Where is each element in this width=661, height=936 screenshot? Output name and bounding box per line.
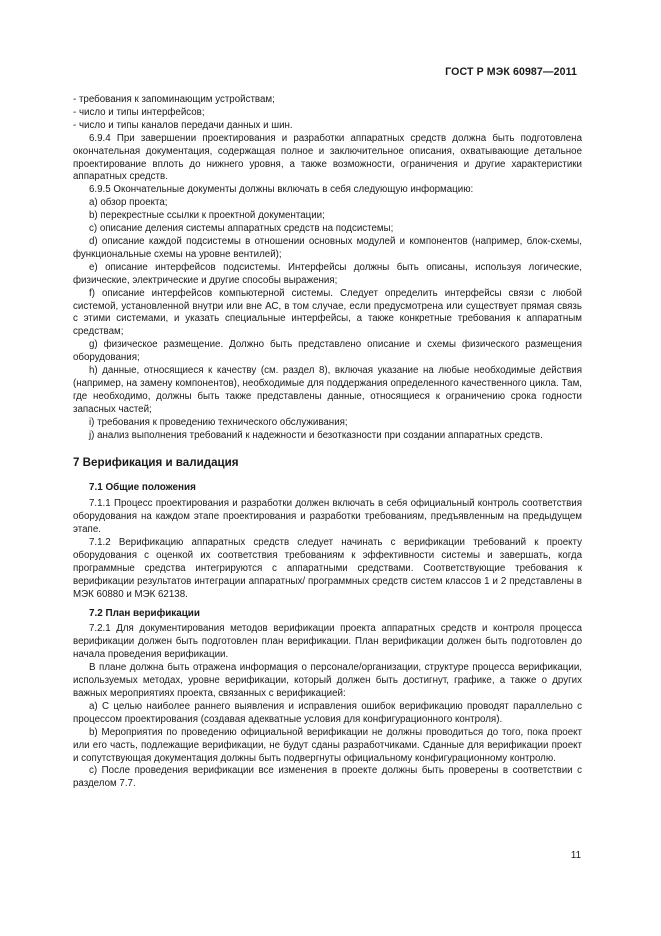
body-paragraph: b) Мероприятия по проведению официальной верификации не должны проводиться до того, пока проект или его часть, подлежащие верификации, не будут сданы разработчиками. Сданные для верификации проект и сопутствующая документация должны быть подвергнуты официальному конфигурационному контролю. [73,726,582,764]
document-body [73,94,582,791]
body-paragraph: 7.1.2 Верификацию аппаратных средств следует начинать с верификации требований к проекту оборудования с оценкой их соответствия требованиям к эффективности системы и завершать, когда программные средства интегрируются с аппаратными средствами. Соответствующие требования к верификации результатов интеграции аппаратных/ программных средств систем классов 1 и 2 представлены в МЭК 60880 и МЭК 62138. [73,537,582,600]
body-paragraph: d) описание каждой подсистемы в отношении основных модулей и компонентов (например, блок-схемы, функциональные схемы на уровне вентилей); [73,235,582,260]
body-paragraph: 7.2.1 Для документирования методов верификации проекта аппаратных средств и контроля процесса верификации должен быть подготовлен план верификации. План верификации должен быть подготовлен до начала проведения верификации. [73,623,582,661]
list-item: - требования к запоминающим устройствам; [73,94,275,105]
body-paragraph: h) данные, относящиеся к качеству (см. раздел 8), включая указание на любые необходимые действия (например, на замену компонентов), необходимые для поддержания определенного качественного цикла. Там, где необходимо, должны быть также представлены данные, относящиеся к ограничению срока годности запасных частей; [73,365,582,415]
body-paragraph: i) требования к проведению технического обслуживания; [89,416,348,428]
body-paragraph: a) С целью наиболее раннего выявления и исправления ошибок верификацию проводят параллельно с процессом проектирования (создавая адекватные условия для конфигурационного контроля). [73,700,582,725]
body-paragraph: c) описание деления системы аппаратных средств на подсистемы; [89,223,394,235]
body-paragraph: e) описание интерфейсов подсистемы. Интерфейсы должны быть описаны, используя логические, физические, электрические и другие способы выражения; [73,261,582,286]
body-paragraph: 7.1.1 Процесс проектирования и разработки должен включать в себя официальный контроль соответствия оборудования на каждом этапе проектирования и разработки требованиям, предъявленным на предыдущем этапе. [73,498,582,536]
section-heading: 7 Верификация и валидация [73,456,239,470]
body-paragraph: 6.9.5 Окончательные документы должны включать в себя следующую информацию: [89,184,474,196]
body-paragraph: a) обзор проекта; [89,197,168,209]
body-paragraph: b) перекрестные ссылки к проектной документации; [89,210,325,222]
body-paragraph: 6.9.4 При завершении проектирования и разработки аппаратных средств должна быть подготовлена окончательная документация, содержащая полное и заключительное описания, охватывающие детальное проектирование вплоть до нижнего уровня, а также возможности, ограничения и другие характеристики аппаратных средств. [73,132,582,183]
subsection-heading: 7.2 План верификации [89,607,200,619]
body-paragraph: j) анализ выполнения требований к надежности и безотказности при создании аппаратных средств. [89,429,543,441]
document-standard-header: ГОСТ Р МЭК 60987—2011 [445,66,577,78]
body-paragraph: В плане должна быть отражена информация о персонале/организации, структуре процесса верификации, используемых методах, уровне верификации, который должен быть достигнут, графике, а также о других важных мероприятиях проекта, связанных с верификацией: [73,662,582,699]
subsection-heading: 7.1 Общие положения [89,482,196,494]
list-item: - число и типы каналов передачи данных и шин. [73,119,293,131]
body-paragraph: c) После проведения верификации все изменения в проекте должны быть проверены в соответствии с разделом 7.7. [73,765,582,790]
body-paragraph: g) физическое размещение. Должно быть представлено описание и схемы физического размещения оборудования; [73,339,582,364]
page-number: 11 [570,850,581,861]
body-paragraph: f) описание интерфейсов компьютерной системы. Следует определить интерфейсы связи с любой системой, установленной внутри или вне АС, в том случае, если предусмотрена или существует прямая связь с этими системами, и указать специальные интерфейсы, а также конкретные требования к аппаратным средствам; [73,287,582,338]
list-item: - число и типы интерфейсов; [73,106,205,118]
